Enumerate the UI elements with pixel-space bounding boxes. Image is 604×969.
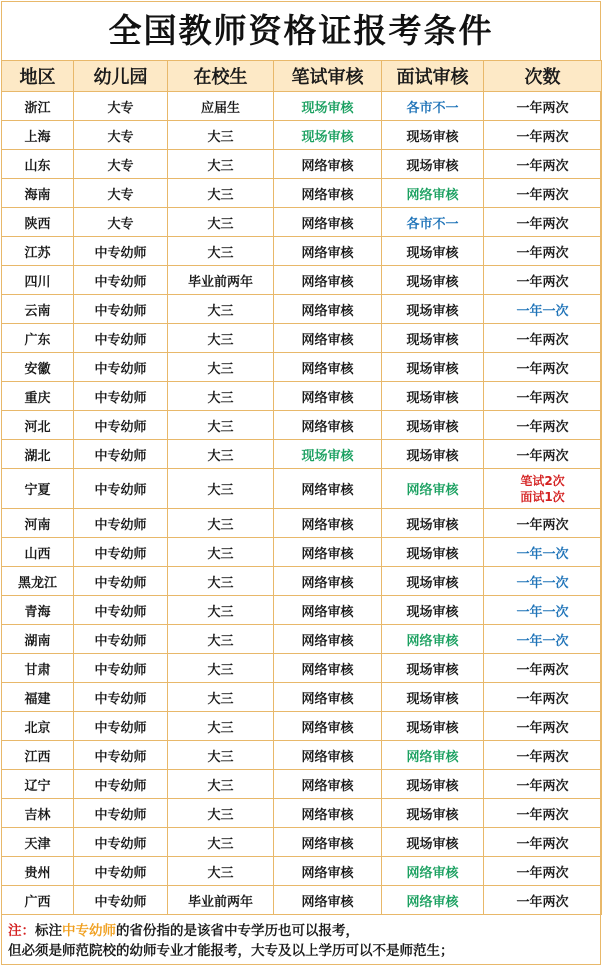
table-row <box>2 799 602 828</box>
cell-kindergarten: 大专 <box>74 121 168 150</box>
cell-written-review: 现场审核 <box>274 121 382 150</box>
table-row <box>2 324 602 353</box>
cell-student: 大三 <box>168 712 274 741</box>
cell-kindergarten: 大专 <box>74 150 168 179</box>
cell-times: 一年一次 <box>484 295 602 324</box>
cell-times: 一年两次 <box>484 828 602 857</box>
cell-written-review: 网络审核 <box>274 538 382 567</box>
table-header-row <box>2 61 602 92</box>
cell-student: 大三 <box>168 828 274 857</box>
cell-interview-review: 现场审核 <box>382 567 484 596</box>
header-times: 次数 <box>484 61 602 92</box>
cell-kindergarten: 中专幼师 <box>74 538 168 567</box>
cell-kindergarten: 中专幼师 <box>74 295 168 324</box>
cell-interview-review: 现场审核 <box>382 324 484 353</box>
cell-times: 一年一次 <box>484 625 602 654</box>
cell-region: 广东 <box>2 324 74 353</box>
cell-region: 天津 <box>2 828 74 857</box>
cell-written-review: 网络审核 <box>274 654 382 683</box>
cell-interview-review: 网络审核 <box>382 625 484 654</box>
cell-interview-review: 现场审核 <box>382 382 484 411</box>
cell-times: 一年两次 <box>484 440 602 469</box>
cell-interview-review: 各市不一 <box>382 208 484 237</box>
header-student: 在校生 <box>168 61 274 92</box>
footnote-highlight: 中专幼师 <box>62 923 116 939</box>
cell-student: 大三 <box>168 799 274 828</box>
cell-written-review: 网络审核 <box>274 237 382 266</box>
cell-region: 吉林 <box>2 799 74 828</box>
cell-written-review: 现场审核 <box>274 440 382 469</box>
cell-times: 一年两次 <box>484 886 602 915</box>
cell-written-review: 网络审核 <box>274 509 382 538</box>
table-row <box>2 857 602 886</box>
cell-student: 大三 <box>168 625 274 654</box>
cell-written-review: 网络审核 <box>274 324 382 353</box>
cell-kindergarten: 中专幼师 <box>74 469 168 509</box>
cell-kindergarten: 中专幼师 <box>74 509 168 538</box>
cell-kindergarten: 中专幼师 <box>74 411 168 440</box>
cell-region: 甘肃 <box>2 654 74 683</box>
cell-region: 云南 <box>2 295 74 324</box>
page <box>1 1 601 965</box>
table-row <box>2 625 602 654</box>
cell-times: 一年两次 <box>484 150 602 179</box>
cell-student: 毕业前两年 <box>168 886 274 915</box>
cell-written-review: 网络审核 <box>274 150 382 179</box>
cell-interview-review: 现场审核 <box>382 121 484 150</box>
cell-written-review: 网络审核 <box>274 266 382 295</box>
cell-written-review: 网络审核 <box>274 596 382 625</box>
cell-region: 山东 <box>2 150 74 179</box>
cell-region: 北京 <box>2 712 74 741</box>
footnote-text-b: 的省份指的是该省中专学历也可以报考， <box>116 923 359 939</box>
cell-kindergarten: 中专幼师 <box>74 712 168 741</box>
cell-interview-review: 现场审核 <box>382 770 484 799</box>
table-row <box>2 440 602 469</box>
cell-interview-review: 网络审核 <box>382 741 484 770</box>
cell-times: 一年两次 <box>484 324 602 353</box>
cell-kindergarten: 大专 <box>74 92 168 121</box>
cell-times: 一年两次 <box>484 382 602 411</box>
table-row <box>2 770 602 799</box>
cell-written-review: 网络审核 <box>274 828 382 857</box>
cell-written-review: 网络审核 <box>274 770 382 799</box>
cell-written-review: 网络审核 <box>274 683 382 712</box>
cell-kindergarten: 中专幼师 <box>74 567 168 596</box>
cell-interview-review: 现场审核 <box>382 654 484 683</box>
table-row <box>2 179 602 208</box>
table-row <box>2 538 602 567</box>
cell-interview-review: 网络审核 <box>382 886 484 915</box>
cell-times: 一年一次 <box>484 538 602 567</box>
cell-region: 河南 <box>2 509 74 538</box>
cell-region: 青海 <box>2 596 74 625</box>
cell-student: 大三 <box>168 683 274 712</box>
cell-interview-review: 现场审核 <box>382 828 484 857</box>
requirements-table <box>1 60 602 915</box>
table-row <box>2 92 602 121</box>
cell-kindergarten: 中专幼师 <box>74 596 168 625</box>
table-body <box>2 92 602 915</box>
cell-student: 大三 <box>168 295 274 324</box>
cell-written-review: 网络审核 <box>274 857 382 886</box>
cell-region: 陕西 <box>2 208 74 237</box>
table-row <box>2 411 602 440</box>
cell-kindergarten: 中专幼师 <box>74 683 168 712</box>
cell-student: 大三 <box>168 353 274 382</box>
cell-times: 一年两次 <box>484 799 602 828</box>
table-row <box>2 469 602 509</box>
table-row <box>2 741 602 770</box>
cell-line: 面试1次 <box>520 489 565 504</box>
cell-times: 一年两次 <box>484 741 602 770</box>
cell-interview-review: 现场审核 <box>382 596 484 625</box>
table-row <box>2 382 602 411</box>
table-row <box>2 712 602 741</box>
cell-interview-review: 网络审核 <box>382 857 484 886</box>
table-row <box>2 150 602 179</box>
cell-interview-review: 现场审核 <box>382 237 484 266</box>
cell-written-review: 网络审核 <box>274 208 382 237</box>
cell-written-review: 网络审核 <box>274 712 382 741</box>
cell-written-review: 网络审核 <box>274 411 382 440</box>
cell-region: 湖南 <box>2 625 74 654</box>
cell-region: 江苏 <box>2 237 74 266</box>
cell-written-review: 网络审核 <box>274 799 382 828</box>
cell-kindergarten: 中专幼师 <box>74 237 168 266</box>
cell-region: 山西 <box>2 538 74 567</box>
cell-written-review: 网络审核 <box>274 295 382 324</box>
cell-student: 大三 <box>168 567 274 596</box>
cell-region: 河北 <box>2 411 74 440</box>
cell-student: 大三 <box>168 237 274 266</box>
cell-written-review: 网络审核 <box>274 382 382 411</box>
cell-kindergarten: 中专幼师 <box>74 324 168 353</box>
table-row <box>2 353 602 382</box>
cell-written-review: 网络审核 <box>274 741 382 770</box>
cell-times: 一年两次 <box>484 683 602 712</box>
cell-written-review: 网络审核 <box>274 469 382 509</box>
cell-student: 大三 <box>168 382 274 411</box>
cell-written-review: 现场审核 <box>274 92 382 121</box>
cell-kindergarten: 中专幼师 <box>74 654 168 683</box>
cell-student: 大三 <box>168 440 274 469</box>
cell-student: 大三 <box>168 538 274 567</box>
footnote <box>2 915 600 961</box>
cell-interview-review: 现场审核 <box>382 799 484 828</box>
table-row <box>2 237 602 266</box>
cell-student: 大三 <box>168 469 274 509</box>
cell-interview-review: 现场审核 <box>382 712 484 741</box>
cell-region: 浙江 <box>2 92 74 121</box>
cell-times: 一年两次 <box>484 208 602 237</box>
cell-times: 一年两次 <box>484 654 602 683</box>
cell-region: 福建 <box>2 683 74 712</box>
cell-written-review: 网络审核 <box>274 886 382 915</box>
table-row <box>2 509 602 538</box>
cell-interview-review: 现场审核 <box>382 411 484 440</box>
cell-student: 大三 <box>168 150 274 179</box>
cell-student: 大三 <box>168 121 274 150</box>
cell-kindergarten: 中专幼师 <box>74 382 168 411</box>
cell-interview-review: 现场审核 <box>382 150 484 179</box>
cell-region: 湖北 <box>2 440 74 469</box>
table-row <box>2 886 602 915</box>
cell-interview-review: 现场审核 <box>382 295 484 324</box>
table-row <box>2 654 602 683</box>
cell-student: 毕业前两年 <box>168 266 274 295</box>
cell-kindergarten: 中专幼师 <box>74 770 168 799</box>
cell-student: 大三 <box>168 179 274 208</box>
cell-kindergarten: 中专幼师 <box>74 440 168 469</box>
cell-region: 黑龙江 <box>2 567 74 596</box>
cell-region: 广西 <box>2 886 74 915</box>
cell-times: 一年两次 <box>484 509 602 538</box>
cell-region: 重庆 <box>2 382 74 411</box>
cell-region: 贵州 <box>2 857 74 886</box>
cell-times: 一年两次 <box>484 353 602 382</box>
cell-kindergarten: 中专幼师 <box>74 828 168 857</box>
cell-written-review: 网络审核 <box>274 179 382 208</box>
cell-times: 一年两次 <box>484 770 602 799</box>
cell-interview-review: 网络审核 <box>382 469 484 509</box>
cell-kindergarten: 中专幼师 <box>74 799 168 828</box>
cell-kindergarten: 中专幼师 <box>74 741 168 770</box>
cell-student: 大三 <box>168 596 274 625</box>
cell-times: 一年一次 <box>484 567 602 596</box>
table-row <box>2 828 602 857</box>
cell-student: 大三 <box>168 654 274 683</box>
cell-student: 大三 <box>168 411 274 440</box>
cell-region: 宁夏 <box>2 469 74 509</box>
table-row <box>2 295 602 324</box>
cell-times: 一年两次 <box>484 121 602 150</box>
table-row <box>2 121 602 150</box>
cell-interview-review: 现场审核 <box>382 353 484 382</box>
cell-kindergarten: 大专 <box>74 208 168 237</box>
header-kindergarten: 幼儿园 <box>74 61 168 92</box>
cell-interview-review: 现场审核 <box>382 683 484 712</box>
cell-kindergarten: 中专幼师 <box>74 857 168 886</box>
footnote-line-1 <box>8 921 596 941</box>
header-interview-review: 面试审核 <box>382 61 484 92</box>
cell-region: 辽宁 <box>2 770 74 799</box>
table-row <box>2 266 602 295</box>
cell-written-review: 网络审核 <box>274 353 382 382</box>
cell-student: 大三 <box>168 857 274 886</box>
cell-kindergarten: 中专幼师 <box>74 886 168 915</box>
cell-times <box>484 469 602 509</box>
cell-interview-review: 现场审核 <box>382 509 484 538</box>
table-row <box>2 683 602 712</box>
cell-student: 大三 <box>168 208 274 237</box>
cell-kindergarten: 中专幼师 <box>74 266 168 295</box>
cell-region: 海南 <box>2 179 74 208</box>
cell-kindergarten: 大专 <box>74 179 168 208</box>
cell-line: 笔试2次 <box>520 473 565 488</box>
cell-kindergarten: 中专幼师 <box>74 625 168 654</box>
cell-times: 一年两次 <box>484 411 602 440</box>
cell-student: 应届生 <box>168 92 274 121</box>
cell-written-review: 网络审核 <box>274 625 382 654</box>
footnote-line-2: 但必须是师范院校的幼师专业才能报考，大专及以上学历可以不是师范生； <box>8 943 454 959</box>
cell-kindergarten: 中专幼师 <box>74 353 168 382</box>
cell-student: 大三 <box>168 324 274 353</box>
header-region: 地区 <box>2 61 74 92</box>
cell-region: 上海 <box>2 121 74 150</box>
cell-times: 一年两次 <box>484 266 602 295</box>
cell-times: 一年一次 <box>484 596 602 625</box>
cell-region: 安徽 <box>2 353 74 382</box>
cell-student: 大三 <box>168 741 274 770</box>
cell-interview-review: 网络审核 <box>382 179 484 208</box>
table-row <box>2 567 602 596</box>
footnote-label: 注： <box>8 923 35 939</box>
cell-student: 大三 <box>168 509 274 538</box>
cell-times: 一年两次 <box>484 857 602 886</box>
footnote-text-a: 标注 <box>35 923 62 939</box>
page-title: 全国教师资格证报考条件 <box>108 11 494 50</box>
cell-region: 江西 <box>2 741 74 770</box>
cell-times: 一年两次 <box>484 92 602 121</box>
cell-interview-review: 各市不一 <box>382 92 484 121</box>
cell-times: 一年两次 <box>484 712 602 741</box>
header-written-review: 笔试审核 <box>274 61 382 92</box>
cell-written-review: 网络审核 <box>274 567 382 596</box>
cell-region: 四川 <box>2 266 74 295</box>
cell-interview-review: 现场审核 <box>382 440 484 469</box>
cell-student: 大三 <box>168 770 274 799</box>
cell-interview-review: 现场审核 <box>382 538 484 567</box>
table-row <box>2 208 602 237</box>
table-row <box>2 596 602 625</box>
cell-times: 一年两次 <box>484 179 602 208</box>
cell-interview-review: 现场审核 <box>382 266 484 295</box>
cell-times: 一年两次 <box>484 237 602 266</box>
